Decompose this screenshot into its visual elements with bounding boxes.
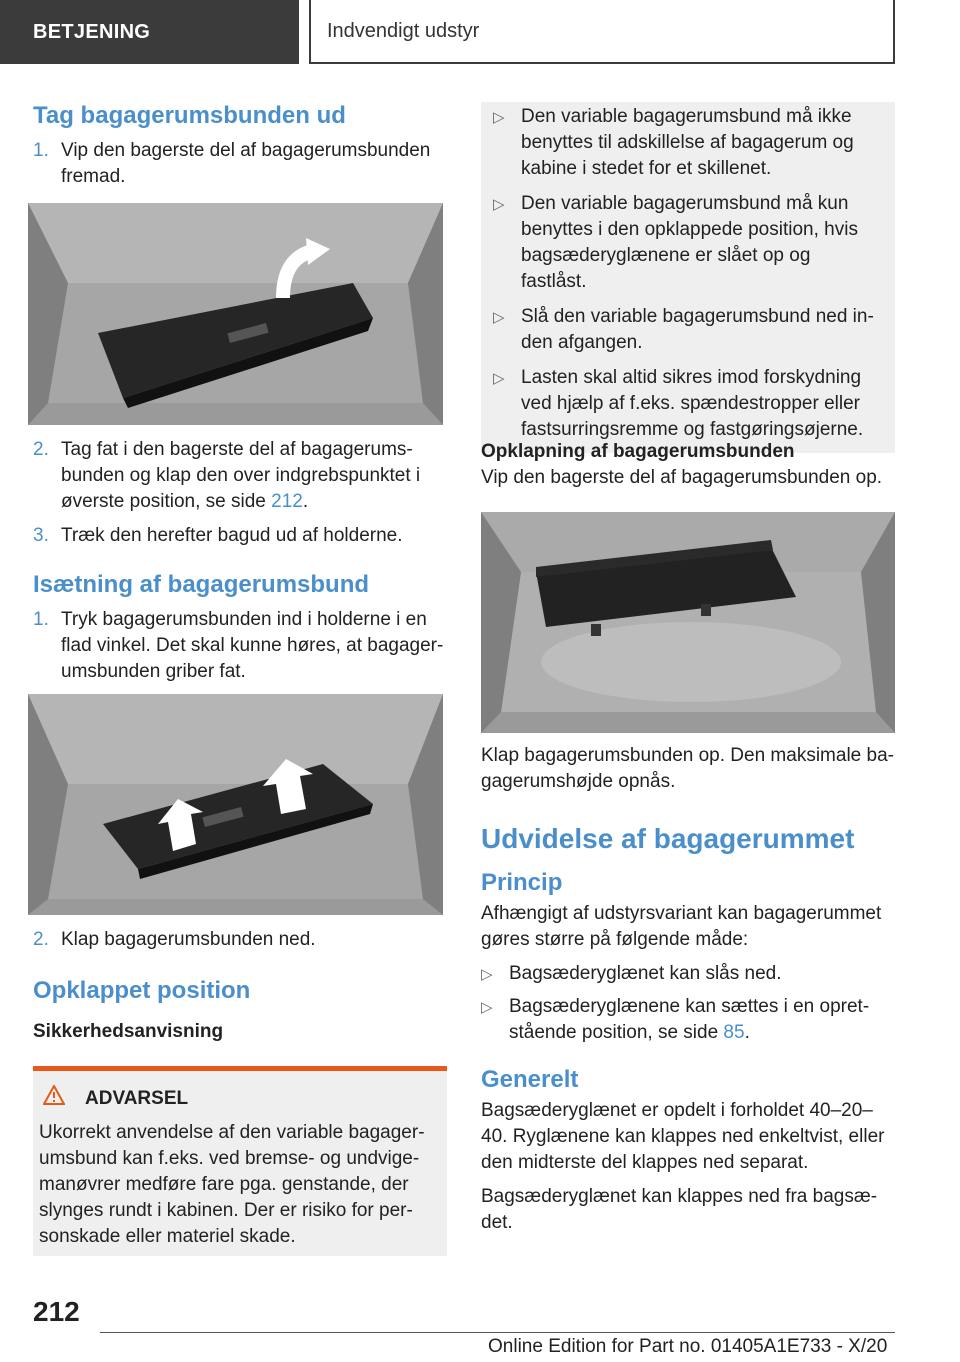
bullet-text-main: Bagsæderyglænene kan sættes i en opretstående position, se side (509, 996, 870, 1043)
left-column-part2 (33, 437, 445, 685)
left-column (33, 100, 445, 190)
page-link-212[interactable]: 212 (271, 491, 303, 512)
step-item (33, 437, 445, 515)
photo-push-floor-in (28, 694, 443, 915)
triangle-right-icon: ▷ (493, 109, 505, 126)
bullet-text (509, 994, 895, 1046)
warning-triangle-icon (43, 1085, 73, 1112)
left-column-part3 (33, 927, 445, 1045)
warning-title: ADVARSEL (85, 1087, 189, 1109)
heading-insert-floor: Isætning af bagagerumsbund (33, 571, 370, 598)
trunk-illustration-2 (28, 694, 443, 915)
heading-principle: Princip (481, 869, 563, 896)
bullet-text: Slå den variable bagagerumsbund ned inden afgangen. (521, 306, 874, 353)
step-number: 2. (33, 929, 49, 950)
right-column-part2 (481, 439, 895, 491)
photo-tilt-floor-forward (28, 203, 443, 425)
bullet-text: Lasten skal altid sikres imod forskydning ved hjælp af f.eks. spændestropper eller fastsurringsremme og fastgøringsøjerne. (521, 367, 864, 440)
general-text-2: Bagsæderyglænet kan klappes ned fra bagsædet. (481, 1186, 878, 1233)
step-number: 1. (33, 140, 49, 161)
heading-raised-position: Opklappet position (33, 977, 251, 1004)
section-title: BETJENING (33, 20, 151, 43)
step-text: Tryk bagagerumsbunden ind i holderne i en flad vinkel. Det skal kunne høres, at bagagerumsbunden griber fat. (61, 609, 444, 682)
step-text: Klap bagagerumsbunden ned. (61, 929, 316, 950)
step-number: 1. (33, 609, 49, 630)
bullet-text-tail: . (744, 1022, 750, 1043)
safety-subheading: Sikkerhedsanvisning (33, 1021, 224, 1042)
step-text-main: Tag fat i den bagerste del af bagagerumsbunden og klap den over indgrebspunktet i øverste position, se side (61, 439, 421, 512)
principle-text: Afhængigt af udstyrsvariant kan bagagerummet gøres større på følgende måde: (481, 903, 882, 950)
warning-panel (33, 1066, 447, 1256)
triangle-right-icon: ▷ (493, 309, 505, 326)
trunk-illustration-1 (28, 203, 443, 425)
warning-header (43, 1085, 439, 1112)
warning-box (33, 1071, 447, 1256)
right-column-part3 (481, 743, 895, 1236)
open-floor-text: Vip den bagerste del af bagagerumsbunden op. (481, 467, 883, 488)
section-tab (0, 0, 299, 64)
step-text (61, 437, 445, 515)
after-image-text: Klap bagagerumsbunden op. Den maksimale bagagerumshøjde opnås. (481, 745, 894, 792)
step-item (33, 607, 445, 685)
step-number: 3. (33, 525, 49, 546)
open-floor-heading: Opklapning af bagagerumsbunden (481, 441, 795, 462)
bullet-item (493, 191, 881, 295)
triangle-right-icon: ▷ (493, 370, 505, 387)
warning-text: Ukorrekt anvendelse af den variable bagagerumsbund kan f.eks. ved bremse- og undvigemanøvrer medføre fare pga. genstande, der slynges rundt i kabinen. Der er risiko for personskade eller materiel skade. (39, 1122, 425, 1247)
edition-text: Online Edition for Part no. 01405A1E733 - X/20 (488, 1336, 888, 1357)
page-link-85[interactable]: 85 (723, 1022, 745, 1043)
triangle-right-icon: ▷ (493, 196, 505, 213)
bullet-item (493, 304, 881, 356)
step-text: Vip den bagerste del af bagagerumsbunden fremad. (61, 140, 431, 187)
bullet-text: Bagsæderyglænet kan slås ned. (509, 963, 782, 984)
step-text: Træk den herefter bagud ud af holderne. (61, 525, 403, 546)
step-item (33, 927, 445, 953)
photo-floor-raised (481, 512, 895, 733)
bullet-item (493, 104, 881, 182)
note-box (481, 102, 895, 453)
triangle-right-icon: ▷ (481, 999, 493, 1016)
bullet-item (481, 994, 895, 1046)
step-number: 2. (33, 439, 49, 460)
heading-remove-floor: Tag bagagerumsbunden ud (33, 102, 346, 129)
step-item (33, 138, 445, 190)
bullet-text: Den variable bagagerumsbund må ikke benyttes til adskillelse af bagagerum og kabine i stedet for et skillenet. (521, 106, 854, 179)
chapter-title: Indvendigt udstyr (327, 19, 480, 42)
bullet-item (481, 961, 895, 988)
chapter-tab (309, 0, 895, 64)
step-text-tail: . (302, 491, 309, 512)
triangle-right-icon: ▷ (481, 966, 493, 983)
page-number: 212 (33, 1296, 80, 1327)
step-item (33, 523, 445, 549)
bullet-text: Den variable bagagerumsbund må kun benyttes i den opklappede position, hvis bagsæderyglænene er slået op og fastlåst. (521, 193, 858, 292)
heading-expand-trunk: Udvidelse af bagagerummet (481, 823, 855, 854)
footer-divider (100, 1332, 895, 1333)
heading-general: Generelt (481, 1066, 579, 1093)
general-text-1: Bagsæderyglænet er opdelt i forholdet 40–20–40. Ryglænene kan klappes ned enkeltvist, eller den midterste del klappes ned separat. (481, 1100, 885, 1173)
trunk-illustration-3 (481, 512, 895, 733)
bullet-item (493, 365, 881, 443)
